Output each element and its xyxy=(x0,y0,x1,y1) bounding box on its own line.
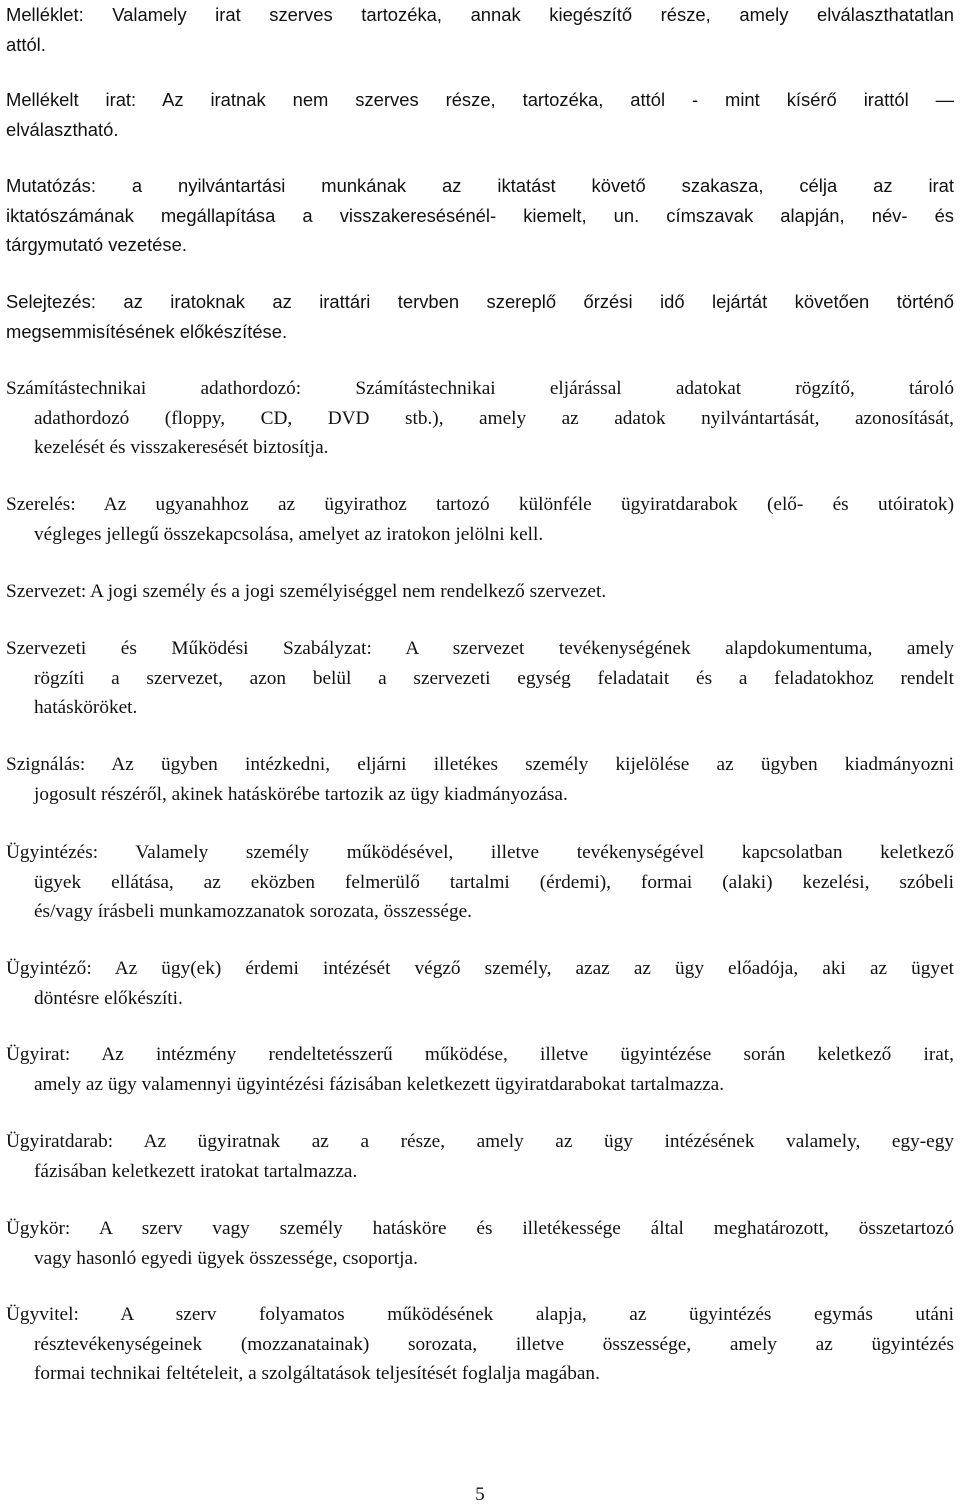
definition-line: attól. xyxy=(6,33,46,55)
definition-mellekelt-irat xyxy=(6,85,954,144)
definition-szamitastechnikai-adathordozo xyxy=(6,374,954,463)
definition-line: elválasztható. xyxy=(6,118,119,140)
definition-ugyiratdarab xyxy=(6,1127,954,1186)
definition-szmsz xyxy=(6,634,954,723)
definition-line: kezelését és visszakeresését biztosítja. xyxy=(34,437,329,458)
definition-mutatozas xyxy=(6,171,954,260)
definition-line: és/vagy írásbeli munkamozzanatok sorozata, összessége. xyxy=(34,901,472,922)
definition-line: Mutatózás: a nyilvántartási munkának az iktatást követő szakasza, célja az irat xyxy=(6,175,954,196)
definition-line: Ügyvitel: A szerv folyamatos működésének alapja, az ügyintézés egymás utáni xyxy=(6,1304,954,1325)
definition-ugykor xyxy=(6,1214,954,1273)
definition-line: Ügykör: A szerv vagy személy hatásköre és illetékessége által meghatározott, összetartozó xyxy=(6,1218,954,1239)
definition-ugyintezo xyxy=(6,954,954,1013)
definition-line: megsemmisítésének előkészítése. xyxy=(6,320,288,342)
definition-line: Mellékelt irat: Az iratnak nem szerves része, tartozéka, attól - mint kísérő irattól — xyxy=(6,89,954,110)
definition-line: Ügyintéző: Az ügy(ek) érdemi intézését végző személy, azaz az ügy előadója, aki az ügyet xyxy=(6,958,954,979)
page-number: 5 xyxy=(475,1484,485,1505)
definition-line: Ügyiratdarab: Az ügyiratnak az a része, amely az ügy intézésének valamely, egy-egy xyxy=(6,1131,954,1152)
definition-szervezet xyxy=(6,577,954,607)
definition-line: hatásköröket. xyxy=(34,697,138,718)
definition-line: résztevékenységeinek (mozzanatainak) sorozata, illetve összessége, amely az ügyintézés xyxy=(34,1333,954,1355)
definition-line: jogosult részéről, akinek hatáskörébe tartozik az ügy kiadmányozása. xyxy=(34,783,568,805)
definition-line: rögzíti a szervezet, azon belül a szervezeti egység feladatait és a feladatokhoz rendelt xyxy=(34,667,954,689)
definition-line: Számítástechnikai adathordozó: Számítástechnikai eljárással adatokat rögzítő, tároló xyxy=(6,378,954,399)
definition-line: Ügyirat: Az intézmény rendeltetésszerű működése, illetve ügyintézése során keletkező irat, xyxy=(6,1044,954,1065)
definition-line: ügyek ellátása, az eközben felmerülő tartalmi (érdemi), formai (alaki) kezelési, szóbeli xyxy=(34,871,954,893)
definition-line: tárgymutató vezetése. xyxy=(6,234,187,255)
definition-ugyirat xyxy=(6,1040,954,1099)
definition-line: amely az ügy valamennyi ügyintézési fázisában keletkezett ügyiratdarabokat tartalmazza. xyxy=(34,1073,725,1095)
definition-line: Ügyintézés: Valamely személy működésével, illetve tevékenységével kapcsolatban keletkező xyxy=(6,842,954,863)
definition-line: Szervezet: A jogi személy és a jogi személyiséggel nem rendelkező szervezet. xyxy=(6,581,607,602)
definition-line: Selejtezés: az iratoknak az irattári tervben szereplő őrzési idő lejártát követően történő xyxy=(6,291,954,312)
definition-line: Szignálás: Az ügyben intézkedni, eljárni illetékes személy kijelölése az ügyben kiadmányozni xyxy=(6,754,954,775)
definition-line: formai technikai feltételeit, a szolgáltatások teljesítését foglalja magában. xyxy=(34,1363,600,1384)
definition-line: iktatószámának megállapítása a visszakeresésénél- kiemelt, un. címszavak alapján, név- és xyxy=(6,204,954,226)
definition-line: döntésre előkészíti. xyxy=(34,987,183,1009)
definition-line: Melléklet: Valamely irat szerves tartozéka, annak kiegészítő része, amely elválaszthatatlan xyxy=(6,4,954,25)
definition-line: adathordozó (floppy, CD, DVD stb.), amely az adatok nyilvántartását, azonosítását, xyxy=(34,407,954,429)
definition-line: végleges jellegű összekapcsolása, amelyet az iratokon jelölni kell. xyxy=(34,523,544,545)
definition-ugyvitel xyxy=(6,1300,954,1389)
definition-selejtezes xyxy=(6,287,954,346)
definition-szereles xyxy=(6,490,954,549)
definition-line: Szerelés: Az ugyanahhoz az ügyirathoz tartozó különféle ügyiratdarabok (elő- és utóiratok) xyxy=(6,494,954,515)
definition-mellėklet xyxy=(6,0,954,59)
definition-szignalas xyxy=(6,750,954,809)
definition-line: fázisában keletkezett iratokat tartalmazza. xyxy=(34,1160,358,1182)
definition-ugyintezes xyxy=(6,838,954,927)
definition-line: vagy hasonló egyedi ügyek összessége, csoportja. xyxy=(34,1247,418,1269)
definition-line: Szervezeti és Működési Szabályzat: A szervezet tevékenységének alapdokumentuma, amely xyxy=(6,638,954,659)
